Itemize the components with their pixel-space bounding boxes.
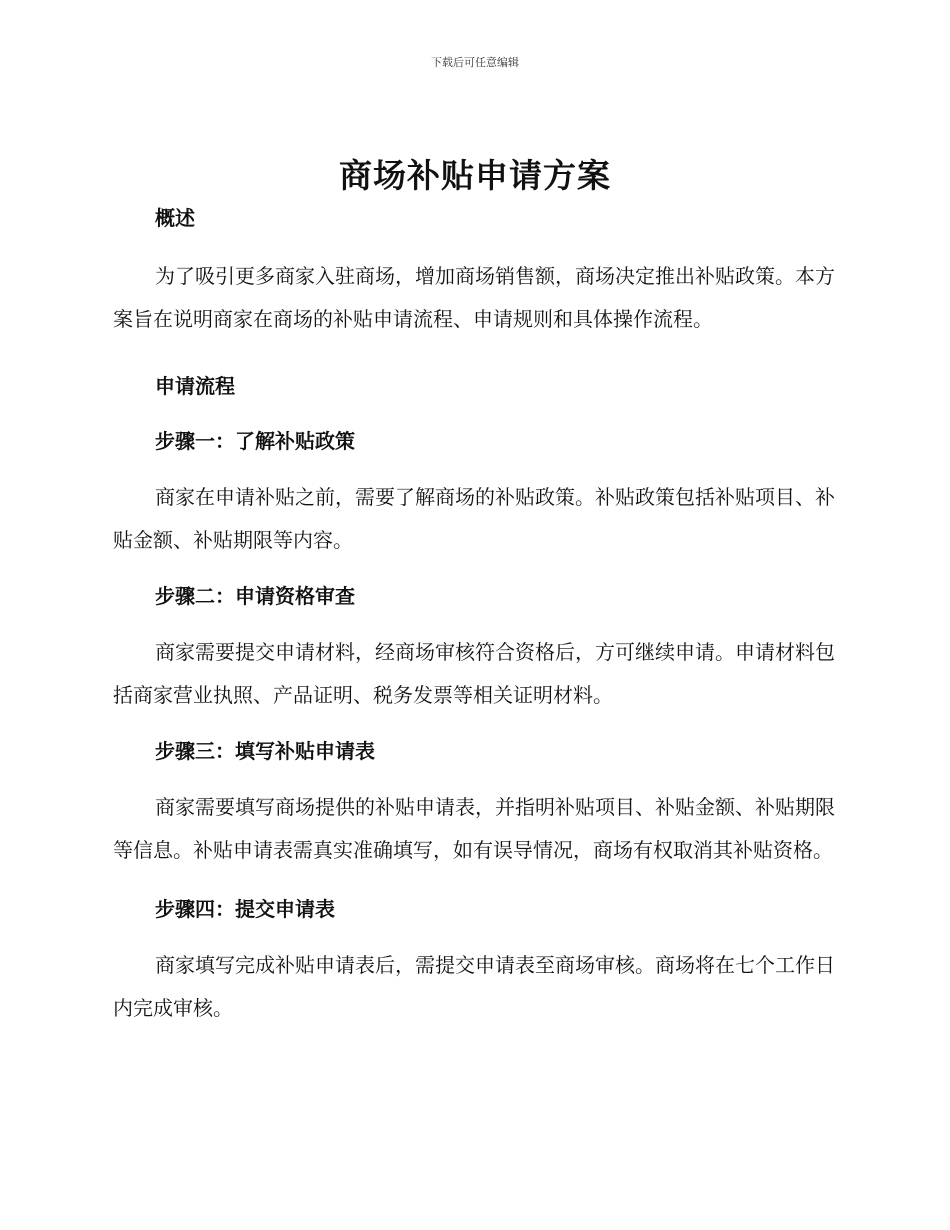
step-3-heading: 步骤三：填写补贴申请表 <box>155 739 375 763</box>
document-body <box>113 203 835 1030</box>
step-3-paragraph: 商家需要填写商场提供的补贴申请表，并指明补贴项目、补贴金额、补贴期限等信息。补贴申请表需真实准确填写，如有误导情况，商场有权取消其补贴资格。 <box>113 795 835 862</box>
step-2-heading: 步骤二：申请资格审查 <box>155 584 355 608</box>
step-1-heading: 步骤一：了解补贴政策 <box>155 429 355 453</box>
overview-paragraph: 为了吸引更多商家入驻商场，增加商场销售额，商场决定推出补贴政策。本方案旨在说明商家在商场的补贴申请流程、申请规则和具体操作流程。 <box>113 264 835 331</box>
step-2-paragraph: 商家需要提交申请材料，经商场审核符合资格后，方可继续申请。申请材料包括商家营业执照、产品证明、税务发票等相关证明材料。 <box>113 640 835 707</box>
process-heading: 申请流程 <box>155 374 235 398</box>
step-4-paragraph: 商家填写完成补贴申请表后，需提交申请表至商场审核。商场将在七个工作日内完成审核。 <box>113 953 835 1020</box>
document-title: 商场补贴申请方案 <box>339 156 611 195</box>
step-1-paragraph: 商家在申请补贴之前，需要了解商场的补贴政策。补贴政策包括补贴项目、补贴金额、补贴期限等内容。 <box>113 485 835 552</box>
step-4-heading: 步骤四：提交申请表 <box>155 897 335 921</box>
header-note: 下载后可任意编辑 <box>431 56 519 69</box>
overview-heading: 概述 <box>155 206 195 230</box>
